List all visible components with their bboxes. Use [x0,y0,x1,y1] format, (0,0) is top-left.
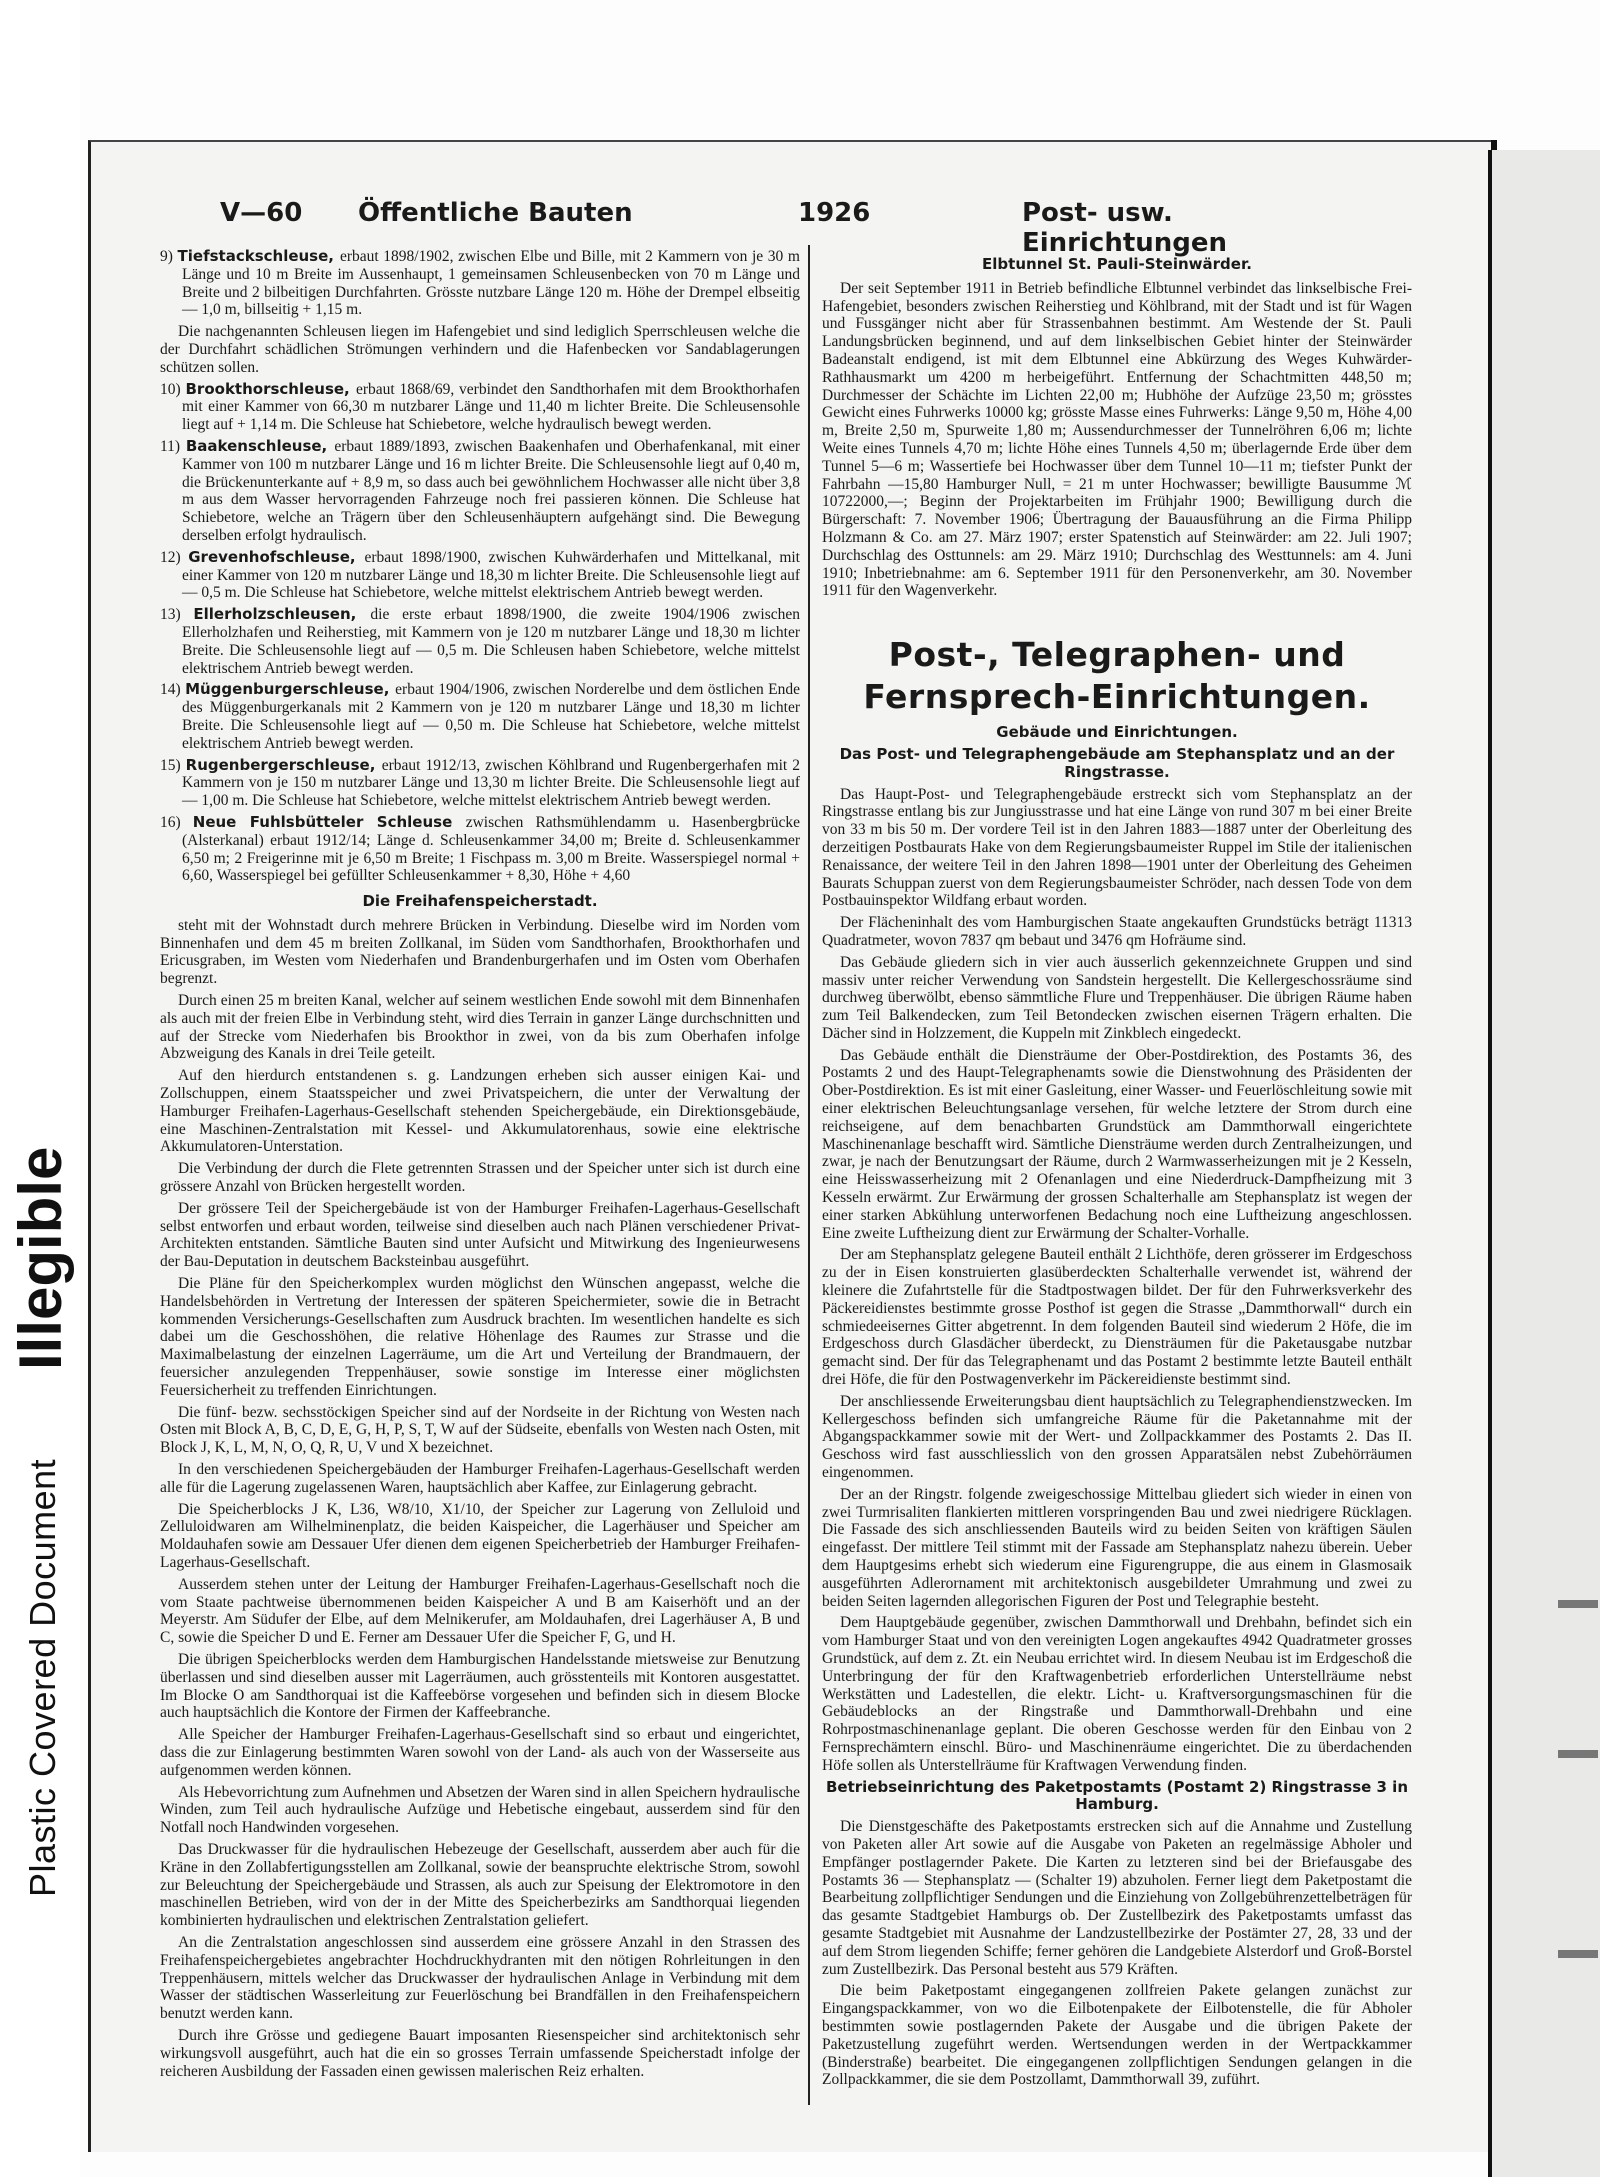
paragraph: Die Speicherblocks J K, L36, W8/10, X1/10, der Speicher zur Lagerung von Zelluloid und Zelluloidwaren am Wilhelminenplatz, die beiden Kaispeicher, die Lagerhäuser und Speicher am Moldauhafen sowie am Dessauer Ufer dienen dem eigenen Speicherbetrieb der Hamburger Freihafen-Lagerhaus-Gesellschaft. [160,1500,800,1571]
entry-number: 9) [160,248,178,265]
entry-name: Neue Fuhlsbütteler Schleuse [192,812,466,831]
entry-number: 12) [160,548,189,566]
paragraph: Als Hebevorrichtung zum Aufnehmen und Absetzen der Waren sind in allen Speichern hydraulische Winden, zum Teil auch hydraulische Aufzüge und Hebetische eingebaut, ausserdem sind für den Notfall noch Handwinden vorgesehen. [160,1783,800,1837]
entry-text: erbaut 1898/1900, zwischen Kuhwärderhafen und Mittelkanal, mit einer Kammer von 120 m nutzbarer Länge und 18,30 m lichter Breite. Die Schleusensohle liegt auf — 0,5 m. Die Schleuse hat Schiebetore, welche mittelst elektrischem Antrieb bewegt werden. [182,548,800,602]
schleuse-entry [160,757,800,810]
entry-name: Brookthorschleuse, [185,379,356,398]
schleuse-entry [160,606,800,677]
entry-name: Tiefstackschleuse, [177,248,340,265]
adjacent-page-edge [1488,150,1600,2177]
schleuse-entry [160,381,800,434]
right-column [822,248,1412,2108]
section-title-right: Post- usw. Einrichtungen [1022,198,1228,258]
column-divider [808,245,810,2105]
paragraph: Das Gebäude gliedern sich in vier auch äusserlich gekennzeichnete Gruppen und sind massiv unter reicher Verwendung von Sandstein hergestellt. Die Kellergeschossräume sind durchweg überwölbt, ebenso sämmtliche Flure und Treppenhäuser. Die übrigen Räume haben zum Teil Balkendecken, zum Teil Betondecken zwischen eisernen Trägern erhalten. Die Dächer sind in Holzzement, die Kuppeln mit Zinkblech eingedeckt. [822,953,1412,1042]
paragraph: An die Zentralstation angeschlossen sind ausserdem eine grössere Anzahl in den Strassen des Freihafenspeichergebietes angebrachter Hochdruckhydranten mit den nötigen Rohrleitungen in den Treppenhäusern, mittels welcher das Druckwasser der hydraulischen Anlage in Verbindung mit dem Wasser der städtischen Wasserleitung zur Feuerlöschung bei Brandfällen in den Freihafenspeichern benutzt werden kann. [160,1933,800,2023]
schleuse-entry [160,549,800,602]
entry-number: 10) [160,380,186,398]
entry-number: 15) [160,756,186,774]
paragraph: Die beim Paketpostamt eingegangenen zollfreien Pakete gelangen zunächst zur Eingangspackkammer, von wo die Eilbotenpakete der Eilbotenstelle, die für Abholer bestimmten sowie postlagernden Pakete der Ausgabe und die übrigen Pakete der Paketzustellung zugeführt werden. Wertsendungen werden in der Wertpackkammer (Binderstraße) bearbeitet. Die eingegangenen zollpflichtigen Sendungen gelangen in die Zollpackkammer, die sie dem Postzollamt, Dammthorwall 39, zuführt. [822,1982,1412,2089]
schleuse-entry [160,814,800,885]
paketpostamt-heading: Betriebseinrichtung des Paketpostamts (Postamt 2) Ringstrasse 3 in Hamburg. [825,1777,1409,1814]
entry-number: 11) [160,437,186,455]
entry-number: 13) [160,606,194,624]
left-column [160,248,800,2108]
paragraph: Der am Stephansplatz gelegene Bauteil enthält 2 Lichthöfe, deren grösserer im Erdgeschoss zu der in Eisen konstruierten glasüberdeckten Schalterhalle verwendet ist, während der kleinere die Zufahrtstelle für die Stadtpostwagen bildet. Der für den Fuhrwerksverkehr des Päckereidienstes bestimmte grosse Posthof ist gegen die Strasse „Dammthorwall“ durch ein schmiedeeisernes Gitter abgetrennt. In dem folgenden Bauteil sind wiederum 2 Höfe, die im Erdgeschoss durch Glasdächer überdeckt, zu Diensträumen für die Paketausgabe nutzbar gemacht sind. Der für das Telegraphenamt und das Postamt 2 bestimmte letzte Bauteil enthält drei Höfe, die für den Postwagenverkehr im Päckereidienste bestimmt sind. [822,1246,1412,1389]
paragraph: Ausserdem stehen unter der Leitung der Hamburger Freihafen-Lagerhaus-Gesellschaft noch die vom Staate pachtweise übernommenen beiden Kaispeicher A und B am Kaiserhöft und an der Meyerstr. Am Südufer der Elbe, auf dem Melnikerufer, am Moldauhafen, drei Lagerhäuser A, B und C, sowie die Speicher D und E. Ferner am Dessauer Ufer die Speicher F, G, und H. [160,1575,800,1647]
plastic-covered-label: Plastic Covered Document [22,1458,63,1897]
paragraph: Durch ihre Grösse und gediegene Bauart imposanten Riesenspeicher sind architektonisch sehr wirkungsvoll ausgeführt, auch hat die ein so grosses Terrain umfassende Speicherstadt infolge der reicheren Ausbildung der Fassaden einen gewissen malerischen Reiz erhalten. [160,2026,800,2080]
paragraph: steht mit der Wohnstadt durch mehrere Brücken in Verbindung. Dieselbe wird im Norden vom Binnenhafen und dem 45 m breiten Zollkanal, im Süden vom Sandthorhafen, Brookthorhafen und Ericusgraben, im Westen vom Niederhafen und Brandenburgerhafen und im Osten vom Oberhafen begrenzt. [160,916,800,988]
entry-text: erbaut 1889/1893, zwischen Baakenhafen und Oberhafenkanal, mit einer Kammer von 100 m nutzbarer Länge und 16 m lichter Breite. Die Schleusensohle liegt auf 0,40 m, die Brückenunterkante auf + 8,9 m, so dass auch bei gewöhnlichem Hochwasser alle nicht über 3,8 m aus dem Wasser hervorragenden Fahrzeuge noch frei passieren können. Die Schleuse hat Schiebetore, welche an Trägern über den Schleusenhäuptern aufgehängt sind. Die Bewegung derselben erfolgt hydraulisch. [182,437,800,544]
speicherstadt-text [160,917,800,2080]
scan-margin [0,0,80,2177]
paragraph: Alle Speicher der Hamburger Freihafen-Lagerhaus-Gesellschaft sind so erbaut und eingerichtet, dass die zur Einlagerung bestimmten Waren sowohl von der Land- als auch von der Wasserseite aus aufgenommen werden können. [160,1726,800,1779]
year-heading: 1926 [798,198,871,228]
paketpostamt-text [822,1818,1412,2089]
entry-number: 14) [160,681,186,699]
entry-name: Müggenburgerschleuse, [185,680,396,699]
section-title-left: Öffentliche Bauten [358,198,633,228]
illegible-stamp: Illegible [7,1146,74,1370]
entry-text: Die nachgenannten Schleusen liegen im Hafengebiet und sind lediglich Sperrschleusen welche die der Durchfahrt schädlichen Strömungen verhindern und die Hafenbecken vor Sandablagerungen schützen sollen. [160,323,800,376]
building-heading: Das Post- und Telegraphengebäude am Stephansplatz und an der Ringstrasse. [839,744,1395,781]
entry-name: Ellerholzschleusen, [193,605,371,624]
paragraph: Auf den hierdurch entstandenen s. g. Landzungen erheben sich ausser einigen Kai- und Zollschuppen, einem Staatsspeicher und zwei Privatspeichern, die unter der Verwaltung der Hamburger Freihafen-Lagerhaus-Gesellschaft stehenden Speichergebäude, ein Direktionsgebäude, eine Maschinen-Zentralstation mit Kessel- und Akkumulatorenhaus, sowie eine elektrische Akkumulatoren-Unterstation. [160,1067,800,1156]
paragraph: Der Flächeninhalt des vom Hamburgischen Staate angekauften Grundstücks beträgt 11313 Quadratmeter, wovon 7837 qm bebaut und 3476 qm Hofräume sind. [822,914,1412,949]
entry-name: Rugenbergerschleuse, [185,755,382,774]
speicherstadt-heading: Die Freihafenspeicherstadt. [362,892,598,911]
elbtunnel-text: Der seit September 1911 in Betrieb befindliche Elbtunnel verbindet das linkselbische Frei-Hafengebiet, besonders zwischen Reiherstieg und Köhlbrand, mit der Stadt und ist für Wagen und Fussgänger nicht aber für Strassenbahnen bestimmt. Am Westende der St. Pauli Landungsbrücken beginnend, und auf dem linkselbischen Gebiet hinter der Steinwärder Badeanstalt endigend, ist mit dem Elbtunnel eine Abkürzung des Weges Kuhwärder-Rathhausmarkt um 4200 m herbeigeführt. Entfernung der Schachtmitten 448,50 m; Durchmesser der Schächte im Lichten 22,00 m; Hubhöhe der Aufzüge 23,50 m; grösstes Gewicht eines Fuhrwerks 10000 kg; grösste Masse eines Fuhrwerks: Länge 9,50 m, Höhe 4,00 m, Breite 2,50 m, Spurweite 1,80 m; Aussendurchmesser der Tunnelröhren 6,06 m; lichte Weite eines Tunnels 4,70 m; lichte Höhe eines Tunnels 4,50 m; überlagernde Erde über dem Tunnel 5—6 m; Wassertiefe bei Hochwasser über dem Tunnel 10—11 m; tiefster Punkt der Fahrbahn —15,80 Hamburger Null, = 21 m unter Hochwasser; bewilligte Bausumme ℳ 10722000,—; Beginn der Projektarbeiten im Frühjahr 1900; Bewilligung durch die Bürgerschaft: 7. November 1906; Übertragung der Bauausführung an die Firma Philipp Holzmann & Co. am 27. März 1907; erster Spatenstich auf Steinwärder: am 22. Juli 1907; Durchschlag des Osttunnels: am 29. März 1910; Durchschlag des Westtunnels: am 4. Juni 1910; Inbetriebnahme: am 6. September 1911 für den Personenverkehr, am 30. November 1911 für den Wagenverkehr. [822,279,1412,600]
schleuse-entry [160,248,800,319]
entry-text: erbaut 1868/69, verbindet den Sandthorhafen mit dem Brookthorhafen mit einer Kammer von 66,30 m nutzbarer Länge und 11,40 m lichter Breite. Die Schleusensohle liegt auf + 1,14 m. Die Schleuse hat Schiebetore, welche hydraulisch bewegt werden. [182,380,800,434]
paragraph: Die Verbindung der durch die Flete getrennten Strassen und der Speicher unter sich ist durch eine grössere Anzahl von Brücken hergestellt worden. [160,1160,800,1196]
entry-number: 16) [160,813,193,831]
paragraph: Das Druckwasser für die hydraulischen Hebezeuge der Gesellschaft, ausserdem aber auch für die Kräne in den Zollabfertigungsstellen am Zollkanal, sowie der beanspruchte elektrische Strom, sowohl zur Beleuchtung der Speichergebäude und Strassen, als auch zur Speisung der Elektromotore in den maschinellen Betrieben, wird von der in der Mitte des Speicherbezirks am Sandthorquai liegenden kombinierten hydraulischen und elektrischen Zentralstation geliefert. [160,1840,800,1930]
schleuse-entry [160,681,800,752]
paragraph: Die Pläne für den Speicherkomplex wurden möglichst den Wünschen angepasst, welche die Handelsbehörden in Vertretung der Interessen der späteren Speichermieter, sowie die in Betracht kommenden Versicherungs-Gesellschaften zum Ausdruck brachten. Im wesentlichen handelte es sich dabei um die Geschosshöhen, die relative Höhenlage des Raumes zur Strasse und die Maximalbelastung der einzelnen Lagerräume, um die Art und Verteilung der Brandmauern, der feuersicher anzulegenden Treppenhäuser, sowie sonstige im Interesse einer möglichsten Feuersicherheit zu treffenden Einrichtungen. [160,1275,800,1399]
main-heading [822,634,1412,718]
schleusen-list [160,248,800,885]
paragraph: Der an der Ringstr. folgende zweigeschossige Mittelbau gliedert sich wieder in einen von zwei Turmrisaliten flankierten mittleren vorspringenden Bau und zwei niedrigere Rücklagen. Die Fassade des sich anschliessenden Bauteils wird zu beiden Seiten von kräftigen Säulen eingefasst. Der mittlere Teil stimmt mit der Fassade am Stephansplatz nahezu überein. Ueber dem Hauptgesims erhebt sich wiederum eine Figurengruppe, die aus einem in Glasmosaik ausgeführten Adlerornament mit architektonisch ausgebildeter Umrahmung und zwei zu beiden Seiten lagernden allegorischen Figuren der Post und Telegraphie besteht. [822,1485,1412,1610]
entry-text: erbaut 1912/13, zwischen Köhlbrand und Rugenbergerhafen mit 2 Kammern von je 150 m nutzbarer Länge und 13,30 m lichter Breite. Die Schleusensohle liegt auf — 1,00 m. Die Schleuse hat Schiebetore, welche mittelst elektrischem Antrieb bewegt werden. [182,756,800,810]
paragraph: Der anschliessende Erweiterungsbau dient hauptsächlich zu Telegraphendienstzwecken. Im Kellergeschoss befinden sich umfangreiche Räume für die Paketannahme mit der Abgangspackkammer sowie mit der Wert- und Zollpackkammer des Postamts 2. Das II. Geschoss wird fast ausschliesslich von den grossen Apparatsälen nebst Zubehörräumen eingenommen. [822,1392,1412,1482]
paragraph: Die Dienstgeschäfte des Paketpostamts erstrecken sich auf die Annahme und Zustellung von Paketen aller Art sowie auf die Ausgabe von Paketen an regelmässige Abholer und Empfänger postlagernder Pakete. Die Karten zu letzteren sind bei der Briefausgabe des Postamts 36 — Stephansplatz — (Schalter 19) abzuholen. Ferner liegt dem Paketpostamt die Bearbeitung zollpflichtiger Sendungen und die Einziehung von Zollgebührenzettelbeträgen für das gesamte Stadtgebiet Hamburgs ob. Der Zustellbezirk des Paketpostamts umfasst das gesamte Stadtgebiet mit Ausnahme der Landzustellbezirke der Postämter 27, 28, 33 und der auf dem Strom liegenden Schiffe; ferner gehören die Landgebiete Alsterdorf und Groß-Borstel zum Zustellbezirk. Das Personal besteht aus 579 Kräften. [822,1818,1412,1978]
entry-text: erbaut 1898/1902, zwischen Elbe und Bille, mit 2 Kammern von je 30 m Länge und 10 m Breite im Aussenhaupt, 1 gemeinsamen Schleusenbecken von 70 m Länge und Breite und 2 bilbeitigen Durchfahrten. Grösste nutzbare Länge 120 m. Höhe der Drempel elbseitig — 1,0 m, billseitig + 1,15 m. [182,248,800,319]
entry-text: erbaut 1904/1906, zwischen Norderelbe und dem östlichen Ende des Müggenburgerkanals mit 2 Kammern von je 120 m nutzbarer Länge und 18,30 m lichter Breite. Die Schleusensohle liegt auf — 0,50 m. Die Schleuse hat Schiebetore, welche mittelst elektrischem Antrieb bewegt werden. [182,681,800,752]
entry-name: Baakenschleuse, [185,436,335,455]
paragraph: Das Gebäude enthält die Diensträume der Ober-Postdirektion, des Postamts 36, des Postamts 2 und des Haupt-Telegraphenamts sowie die Dienstwohnung des Präsidenten der Ober-Postdirektion. Es ist mit einer Gasleitung, einer Wasser- und Feuerlöschleitung sowie mit einer elektrischen Beleuchtungsanlage versehen, für welche letztere der Strom durch eine reichseigene, auf dem benachbarten Grundstück am Dammthorwall eingerichtete Maschinenanlage beschafft wird. Sämtliche Diensträume werden durch Zentralheizungen, und zwar, je nach der Benutzungsart der Räume, durch 2 Warmwasserheizungen mit je 2 Kesseln, eine Heisswasserheizung mit 2 Ofenanlagen und eine Niederdruck-Dampfheizung mit 3 Kesseln erwärmt. Zur Erwärmung der grossen Schalterhalle am Stephansplatz ist wegen der einer starken Abkühlung unterworfenen Bedachung noch eine Luftheizung angeschlossen. Eine zweite Luftheizung dient zur Erwärmung der Schalter-Vorhalle. [822,1046,1412,1242]
entry-text: die erste erbaut 1898/1900, die zweite 1904/1906 zwischen Ellerholzhafen und Reiherstieg, mit Kammern von je 120 m nutzbarer Länge und 18,30 m lichter Breite. Die Schleusensohle liegt auf — 0,5 m. Die Schleusen haben Schiebetore, welche mittelst elektrischem Antrieb bewegt werden. [182,606,800,677]
paragraph: Durch einen 25 m breiten Kanal, welcher auf seinem westlichen Ende sowohl mit dem Binnenhafen als auch mit der freien Elbe in Verbindung steht, wird dies Terrain in ganzer Länge durchschnitten und auf der Strecke vom Niederhafen bis Brookthor in zwei, von da bis zum Oberhafen infolge Abzweigung des Kanals in drei Teile geteilt. [160,992,800,1063]
page-number: V—60 [220,198,303,228]
elbtunnel-heading: Elbtunnel St. Pauli-Steinwärder. [982,255,1252,273]
schleuse-entry [160,323,800,376]
main-heading-line-2: Fernsprech-Einrichtungen. [863,677,1371,717]
paragraph: Die übrigen Speicherblocks werden dem Hamburgischen Handelsstande mietsweise zur Benutzung überlassen und sind dieselben ausser mit Lagerräumen, auch grösstenteils mit Kontoren ausgestattet. Im Blocke O am Sandthorquai ist die Kaffeebörse vorgesehen und befinden sich in diesem Blocke auch hauptsächlich die Kontore der Firmen der Kaffeebranche. [160,1650,800,1722]
paragraph: In den verschiedenen Speichergebäuden der Hamburger Freihafen-Lagerhaus-Gesellschaft werden alle für die Lagerung zugelassenen Waren, hauptsächlich aber Kaffee, zur Einlagerung gebracht. [160,1461,800,1496]
building-text [822,786,1412,1775]
main-heading-line-1: Post-, Telegraphen- und [888,635,1346,675]
paragraph: Die fünf- bezw. sechsstöckigen Speicher sind auf der Nordseite in der Richtung von Westen nach Osten mit Block A, B, C, D, E, G, H, P, S, T, W auf der Südseite, ebenfalls von Westen nach Osten, mit Block J, K, L, M, N, O, Q, R, U, V und X bezeichnet. [160,1403,800,1457]
paragraph: Dem Hauptgebäude gegenüber, zwischen Dammthorwall und Drehbahn, befindet sich ein vom Hamburger Staat und von den vereinigten Logen angekauftes 4942 Quadratmeter grosses Grundstück, auf dem z. Zt. ein Neubau errichtet wird. In diesem Neubau ist im Erdgeschoß die Unterbringung der für den Kraftwagenbetrieb erforderlichen Unterstellräume nebst Werkstätten und Ladestellen, die elektr. Licht- u. Kraftversorgungsmaschinen für die Gebäudeblocks an der Ringstraße und Dammthorwall-Drehbahn und eine Rohrpostmaschinenanlage geplant. Die oberen Geschosse werden für den Einbau von 2 Fernsprechämtern einschl. Büro- und Maschinenräume eingerichtet. Die zu überdachenden Höfe sollen als Unterstellräume für Kraftwagen Verwendung finden. [822,1614,1412,1774]
subheading: Gebäude und Einrichtungen. [996,723,1238,742]
paragraph: Der grössere Teil der Speichergebäude ist von der Hamburger Freihafen-Lagerhaus-Gesellschaft selbst entworfen und erbaut worden, teilweise sind dieselben auch nach Plänen verschiedener Privat-Architekten entstanden. Sämtliche Bauten sind unter Aufsicht und Mitwirkung des Ingenieurwesens der Bau-Deputation in deutschem Backsteinbau ausgeführt. [160,1199,800,1271]
paragraph: Das Haupt-Post- und Telegraphengebäude erstreckt sich vom Stephansplatz an der Ringstrasse entlang bis zur Jungiusstrasse und hat eine Länge von rund 307 m bei einer Breite von 33 m bis 50 m. Der vordere Teil ist in den Jahren 1883—1887 unter der Oberleitung des derzeitigen Postbaurats Hake von dem Regierungsbaumeister Ruppel im Stile der italienischen Renaissance, der weitere Teil in den Jahren 1898—1901 unter der Oberleitung des Geheimen Baurats Schuppan zuerst von dem Regierungsbaumeister Schröder, nach dessen Tode von dem Postbauinspektor Wildfang erbaut worden. [822,785,1412,910]
entry-name: Grevenhofschleuse, [188,547,365,566]
entry-text: zwischen Rathsmühlendamm u. Hasenbergbrücke (Alsterkanal) erbaut 1912/14; Länge d. Schleusenkammer 34,00 m; Breite d. Schleusenkammer 6,50 m; 2 Freigerinne mit je 6,50 m Breite; 1 Fischpass m. 3,00 m Breite. Wasserspiegel normal + 6,60, Wasserspiegel bei gefüllter Schleusenkammer + 8,30, Höhe + 4,60 [182,813,800,885]
schleuse-entry [160,438,800,545]
